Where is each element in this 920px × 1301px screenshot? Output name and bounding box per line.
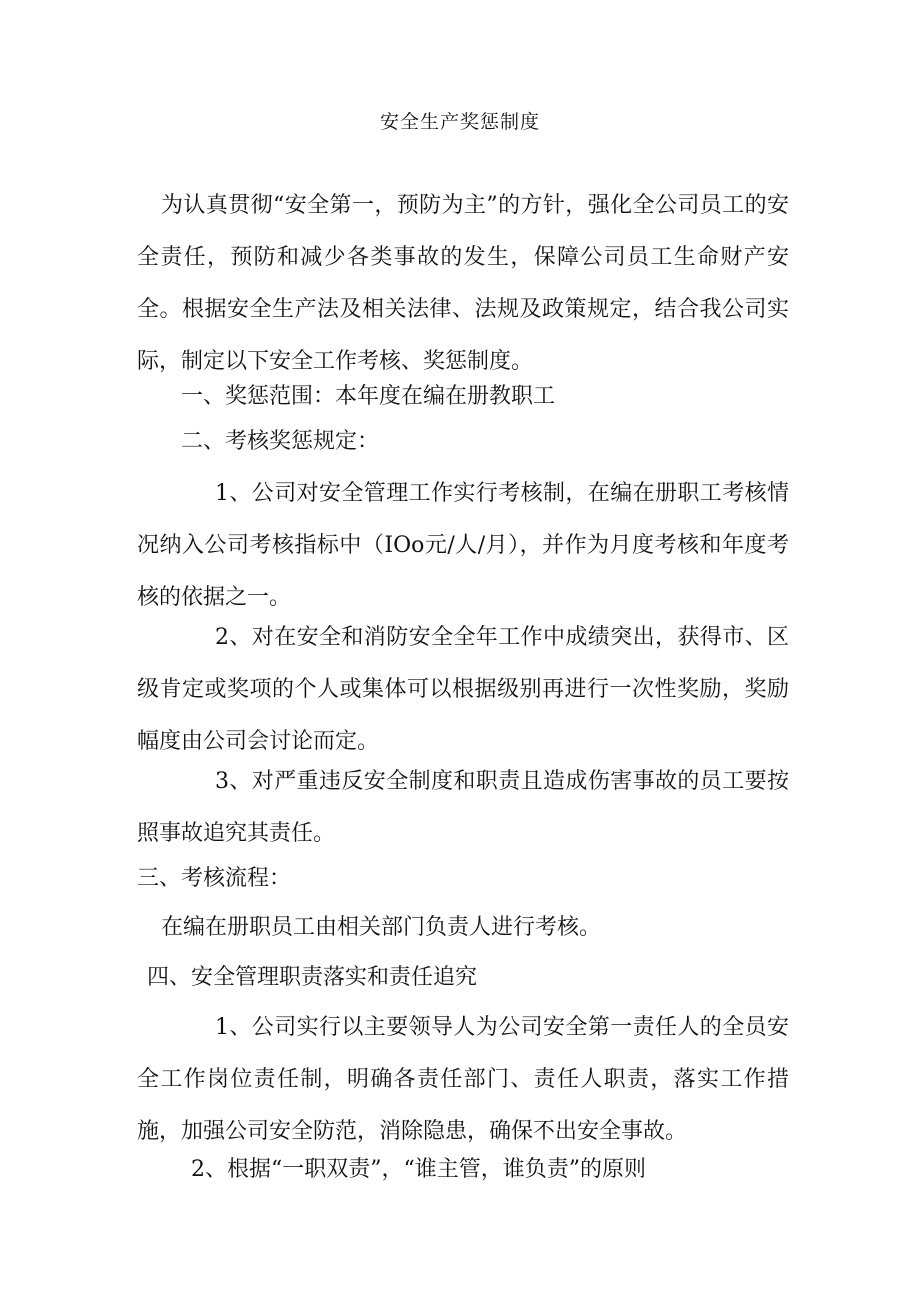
intro-paragraph: 为认真贯彻“安全第一，预防为主”的方针，强化全公司员工的安全责任，预防和减少各类事故的发生，保障公司员工生命财产安全。根据安全生产法及相关法律、法规及政策规定，结合我公司实际，制定以下安全工作考核、奖惩制度。 [137,193,789,374]
section-4-heading: 四、安全管理职责落实和责任追究 [147,965,478,990]
document-title: 安全生产奖惩制度 [379,111,540,133]
section-1-heading: 一、奖惩范围：本年度在编在册教职工 [181,384,556,409]
section-3-body: 在编在册职员工由相关部门负责人进行考核。 [161,915,602,940]
section-2-heading: 二、考核奖惩规定： [181,429,380,454]
section-4-item-2: 2、根据“一职双责”，“谁主管，谁负责”的原则 [191,1157,646,1182]
section-2-item-2: 2、对在安全和消防安全全年工作中成绩突出，获得市、区级肯定或奖项的个人或集体可以根据级别再进行一次性奖励，奖励幅度由公司会讨论而定。 [137,625,789,754]
section-3-heading: 三、考核流程： [137,866,292,891]
section-2-item-1: 1、公司对安全管理工作实行考核制，在编在册职工考核情况纳入公司考核指标中（IOo元/人/月），并作为月度考核和年度考核的依据之一。 [137,481,789,610]
section-2-item-3: 3、对严重违反安全制度和职责且造成伤害事故的员工要按照事故追究其责任。 [137,769,789,846]
section-4-item-1: 1、公司实行以主要领导人为公司安全第一责任人的全员安全工作岗位责任制，明确各责任部门、责任人职责，落实工作措施，加强公司安全防范，消除隐患，确保不出安全事故。 [137,1015,789,1144]
